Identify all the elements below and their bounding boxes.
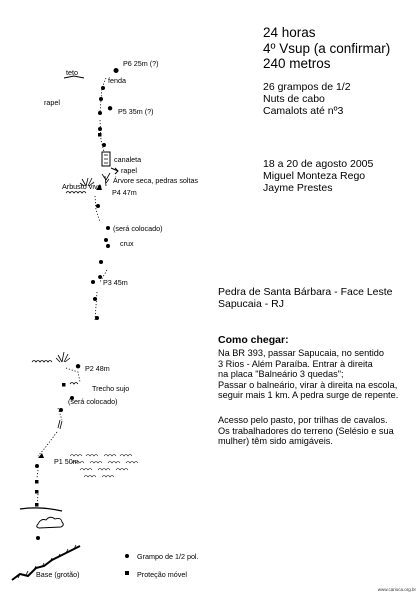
bolt: [106, 226, 110, 230]
label-p1: P1 50m: [54, 457, 79, 466]
directions-line: mulher) têm sido amigáveis.: [218, 436, 333, 447]
directions-line: Passar o balneário, virar à direita na escola,: [218, 379, 398, 390]
label-p4: P4 47m: [112, 188, 137, 197]
directions-paragraph-1: [218, 348, 398, 401]
bolt: [91, 280, 95, 284]
duration: 24 horas: [263, 25, 316, 40]
belay-p1: [38, 453, 44, 458]
location-line: Sapucaia - RJ: [218, 298, 284, 311]
ledge: [20, 508, 62, 511]
grass-p4: [66, 192, 86, 194]
route-line: [37, 78, 107, 506]
legend-protection-label: Proteção móvel: [137, 570, 187, 579]
directions-line: seguir mais 1 km. A pedra surge de repente.: [218, 390, 399, 401]
label-sera1: (será colocado): [113, 224, 163, 233]
label-p3: P3 45m: [103, 278, 128, 287]
bolt: [101, 86, 105, 90]
topo-labels: [36, 59, 199, 579]
bolt: [95, 316, 99, 320]
bolt: [98, 111, 102, 115]
belay-p3: [98, 275, 102, 279]
directions-paragraph-2: [218, 415, 394, 447]
bolt: [106, 244, 110, 248]
bolt-markers: [35, 86, 110, 540]
label-crux: crux: [120, 239, 134, 248]
label-rapel-right: rapel: [121, 166, 137, 175]
bolt: [99, 260, 103, 264]
ascent-info: [263, 158, 373, 194]
directions-line: Na BR 393, passar Sapucaia, no sentido: [218, 348, 384, 358]
bolt: [59, 408, 63, 412]
legend-bolt-label: Grampo de 1/2 pol.: [137, 552, 199, 561]
gear-list: [263, 81, 351, 117]
grass-p2: [32, 361, 52, 363]
bolt: [104, 238, 108, 242]
belay-p6: [114, 68, 119, 73]
bush-p2: [56, 352, 70, 362]
bolt: [36, 536, 40, 540]
bolt: [35, 464, 39, 468]
bolt: [96, 204, 100, 208]
directions-heading: Como chegar:: [218, 334, 289, 346]
gear-item: Camalots até nº3: [263, 105, 344, 118]
dead-tree: [102, 173, 110, 186]
legend-protection-marker: [125, 571, 129, 575]
protection: [35, 490, 39, 494]
directions-line: Acesso pelo pasto, por trilhas de cavalos.: [218, 415, 388, 425]
grass-field: [70, 455, 138, 478]
gear-item: Nuts de cabo: [263, 93, 325, 106]
legend-bolt-marker: [125, 554, 129, 558]
label-teto: teto: [66, 68, 78, 77]
protection: [35, 480, 39, 484]
directions-line: 3 Rios - Além Paraíba. Entrar à direita: [218, 358, 373, 369]
protection: [98, 133, 102, 137]
label-p6: P6 25m (?): [123, 59, 159, 68]
belay-p2: [76, 364, 80, 368]
label-arvore: Árvore seca, pedras soltas: [113, 176, 199, 185]
label-p2: P2 48m: [85, 364, 110, 373]
boulder-outline: [37, 517, 64, 528]
bolt: [99, 97, 103, 101]
label-trecho: Trecho sujo: [92, 384, 130, 393]
climber: Jayme Prestes: [263, 182, 333, 195]
location-line: Pedra de Santa Bárbara - Face Leste: [218, 286, 393, 298]
bolt: [98, 127, 102, 131]
label-canaleta: canaleta: [114, 155, 142, 164]
length: 240 metros: [263, 56, 331, 72]
protection: [62, 383, 66, 387]
label-fenda: fenda: [108, 76, 126, 85]
grass-trecho: [70, 383, 78, 385]
dates: 18 a 20 de agosto 2005: [263, 158, 374, 170]
bolt: [93, 297, 97, 301]
directions-line: Os trabalhadores do terreno (Selésio e sua: [218, 425, 394, 436]
grade: 4º Vsup (a confirmar): [263, 40, 391, 56]
label-rapel-left: rapel: [44, 98, 60, 107]
label-base: Base (grotão): [36, 570, 80, 579]
directions-line: na placa "Balneário 3 quedas";: [218, 369, 344, 380]
gear-item: 26 grampos de 1/2: [263, 81, 351, 93]
climber: Miguel Monteza Rego: [263, 170, 366, 183]
footer-url[interactable]: www.carioca.org.br: [377, 587, 416, 592]
belay-p5: [108, 106, 112, 110]
protection: [35, 503, 39, 507]
crack-sera: [58, 420, 62, 429]
route-summary: [263, 25, 390, 72]
label-p5: P5 35m (?): [118, 107, 154, 116]
location: [218, 286, 393, 310]
label-arbusto: Arbusto vivo: [62, 182, 102, 191]
bolt: [102, 143, 106, 147]
label-sera2: (será colocado): [68, 397, 118, 406]
